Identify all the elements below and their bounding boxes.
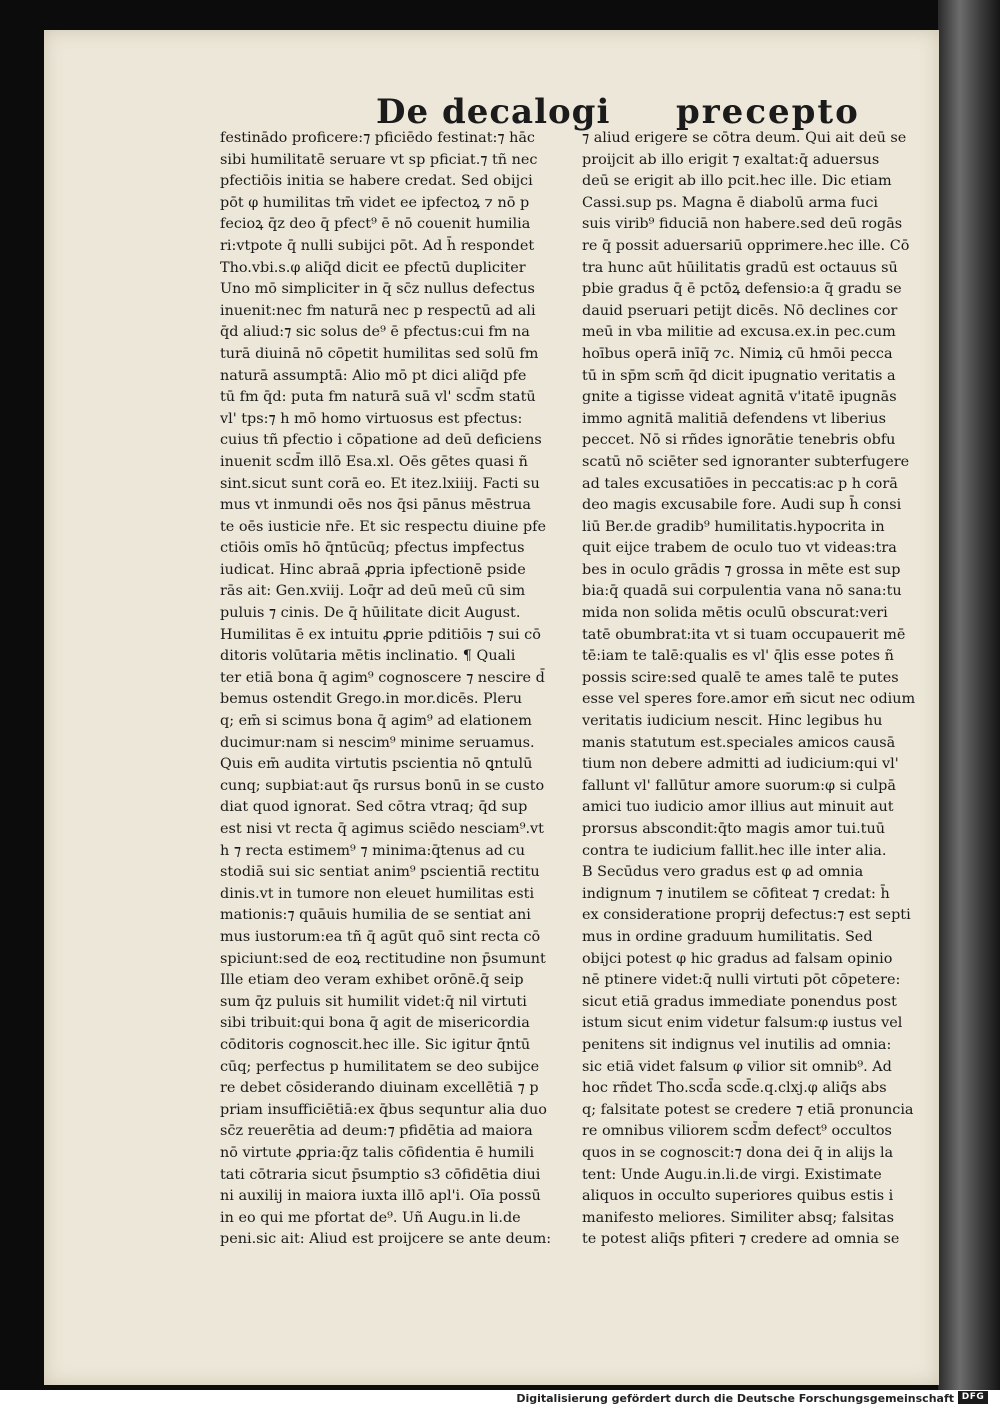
- text-line: bes in oculo grādis ⁊ grossa in mēte est sup: [582, 561, 901, 578]
- text-line: manis statutum est.speciales amicos causā: [582, 734, 896, 751]
- text-line: priam insufficiētiā:ex q̄bus sequntur alia duo: [220, 1101, 547, 1118]
- text-line: diat quod ignorat. Sed cōtra vtraq; q̄d sup: [220, 799, 528, 816]
- funding-note: Digitalisierung gefördert durch die Deutsche Forschungsgemeinschaft: [516, 1392, 954, 1405]
- text-line: contra te iudicium fallit.hec ille inter alia.: [582, 842, 887, 859]
- text-line: tium non debere admitti ad iudicium:qui vl': [582, 756, 899, 773]
- text-line: proijcit ab illo erigit ⁊ exaltat:q̄ aduersus: [582, 151, 880, 168]
- running-header-right: precepto: [676, 92, 860, 132]
- text-line: sint.sicut sunt corā eo. Et itez.lxiiij. Facti su: [220, 475, 540, 492]
- text-line: Cassi.sup ps. Magna ē diabolū arma fuci: [582, 194, 878, 211]
- text-line: re omnibus viliorem scd̄m defect⁹ occultos: [582, 1123, 892, 1140]
- text-line: prorsus abscondit:q̄to magis amor tui.tuū: [582, 821, 885, 837]
- text-line: deū se erigit ab illo pcit.hec ille. Dic etiam: [582, 173, 892, 190]
- text-line: ducimur:nam si nescim⁹ minime seruamus.: [220, 734, 535, 751]
- text-line: ad tales excusatiōes in peccatis:ac p h corā: [582, 475, 898, 492]
- text-line: cūq; perfectus p humilitatem se deo subijce: [220, 1058, 540, 1075]
- text-line: tra hunc aūt hūilitatis gradū est octauus sū: [582, 259, 898, 276]
- text-line: iudicat. Hinc abraā ꝓpria ipfectionē pside: [220, 561, 526, 578]
- text-line: Quis em̄ audita virtutis pscientia nō ꝗntulū: [220, 756, 533, 773]
- text-line: deo magis excusabile fore. Audi sup h̄ consi: [582, 497, 902, 514]
- text-line: hoc rñdet Tho.scd̄a scd̄e.q.clxj.φ aliq̄s abs: [582, 1080, 887, 1097]
- text-line: sum q̄z puluis sit humilit videt:q̄ nil virtuti: [220, 993, 527, 1010]
- text-line: Tho.vbi.s.φ aliq̄d dicit ee pfectū dupliciter: [220, 259, 526, 276]
- text-line: meū in vba militie ad excusa.ex.in pec.cum: [582, 324, 896, 341]
- text-line: possis scire:sed qualē te ames talē te putes: [582, 669, 899, 686]
- text-line: aliquos in occulto superiores quibus estis i: [582, 1188, 894, 1205]
- text-line: turā diuinā nō cōpetit humilitas sed solū fm: [220, 345, 539, 362]
- text-line: mus iustorum:ea tñ q̄ agūt quō sint recta cō: [220, 928, 541, 945]
- text-line: ⁊ aliud erigere se cōtra deum. Qui ait deū se: [582, 130, 907, 146]
- text-line: Ille etiam deo veram exhibet orōnē.q̄ seip: [220, 972, 524, 989]
- text-line: hoībus operā inīq̄ ⁊c. Nimiꝝ cū hmōi pecca: [582, 345, 893, 362]
- text-line: sic etiā videt falsum φ vilior sit omnib⁹. Ad: [582, 1058, 892, 1075]
- text-line: amici tuo iudicio amor illius aut minuit aut: [582, 799, 894, 816]
- text-line: vl' tps:⁊ h mō homo virtuosus est pfectus:: [220, 410, 523, 427]
- text-line: gnite a tigisse videat agnitā v'itatē ipugnās: [582, 389, 897, 406]
- text-line: mationis:⁊ quāuis humilia de se sentiat ani: [220, 907, 531, 924]
- text-line: indignum ⁊ inutilem se cōfiteat ⁊ credat: h̄: [582, 885, 890, 902]
- text-line: inuenit scd̄m illō Esa.xl. Oēs gētes quasi ñ: [220, 453, 528, 470]
- text-line: mus in ordine graduum humilitatis. Sed: [582, 928, 873, 945]
- text-line: rās ait: Gen.xviij. Loq̄r ad deū meū cū sim: [220, 583, 526, 600]
- text-line: immo agnitā malitiā defendens vt liberius: [582, 410, 887, 427]
- text-line: liū Ber.de gradib⁹ humilitatis.hypocrita in: [582, 518, 885, 535]
- text-line: ctiōis omīs hō q̄ntūcūq; pfectus impfectus: [220, 540, 525, 557]
- text-line: inuenit:nec fm naturā nec p respectū ad ali: [220, 302, 536, 319]
- text-line: suis virib⁹ fiduciā non habere.sed deū rogās: [582, 216, 903, 233]
- text-column-left: [220, 128, 570, 1251]
- text-line: tati cōtraria sicut p̄sumptio s3 cōfidētia diui: [220, 1166, 541, 1183]
- text-line: penitens sit indignus vel inutilis ad omnia:: [582, 1036, 892, 1053]
- text-line: tent: Unde Augu.in.li.de virgi. Existimate: [582, 1166, 882, 1183]
- book-page: [44, 30, 939, 1385]
- text-line: scatū nō sciēter sed ignoranter subterfugere: [582, 453, 910, 470]
- text-line: spiciunt:sed de eoꝝ rectitudine non p̄sumunt: [220, 950, 546, 967]
- text-line: ri:vtpote q̄ nulli subijci pōt. Ad h̄ respondet: [220, 237, 535, 254]
- text-line: peni.sic ait: Aliud est proijcere se ante deum:: [220, 1231, 552, 1248]
- text-line: tē:iam te talē:qualis es vl' q̄lis esse potes ñ: [582, 648, 894, 665]
- dfg-logo: DFG: [958, 1391, 988, 1404]
- text-line: peccet. Nō si rñdes ignorātie tenebris obfu: [582, 432, 896, 449]
- text-line: ex consideratione proprij defectus:⁊ est septi: [582, 907, 911, 924]
- text-line: puluis ⁊ cinis. De q̄ hūilitate dicit August.: [220, 605, 521, 622]
- text-line: re q̄ possit aduersariū opprimere.hec ille. Cō: [582, 237, 910, 254]
- text-line: B Secūdus vero gradus est φ ad omnia: [582, 864, 864, 881]
- text-line: ni auxilij in maiora iuxta illō apl'i. Oīa possū: [220, 1188, 541, 1205]
- text-line: pōt φ humilitas tm̄ videt ee ipfectoꝝ ⁊ nō p: [220, 194, 530, 211]
- text-line: bia:q̄ quadā sui corpulentia vana nō sana:tu: [582, 583, 902, 600]
- text-line: q; em̄ si scimus bona q̄ agim⁹ ad elationem: [220, 713, 532, 730]
- text-line: q; falsitate potest se credere ⁊ etiā pronuncia: [582, 1101, 914, 1118]
- text-line: quit eijce trabem de oculo tuo vt videas:tra: [582, 540, 897, 557]
- text-line: te potest aliq̄s pfiteri ⁊ credere ad omnia se: [582, 1231, 900, 1248]
- text-line: dinis.vt in tumore non eleuet humilitas esti: [220, 885, 535, 902]
- running-header-left: De decalogi: [376, 92, 611, 132]
- text-line: cuius tñ pfectio i cōpatione ad deū deficiens: [220, 432, 542, 449]
- text-line: tū in sp̄m scm̄ q̄d dicit ipugnatio veritatis a: [582, 367, 896, 384]
- text-line: obijci potest φ hic gradus ad falsam opinio: [582, 950, 893, 967]
- text-line: nē ptinere videt:q̄ nulli virtuti pōt cōpetere:: [582, 972, 901, 989]
- text-line: re debet cōsiderando diuinam excellētiā ⁊ p: [220, 1080, 539, 1097]
- text-line: istum sicut enim videtur falsum:φ iustus vel: [582, 1015, 903, 1032]
- text-line: sibi humilitatē seruare vt sp pficiat.⁊ tñ nec: [220, 151, 538, 168]
- text-line: h ⁊ recta estimem⁹ ⁊ minima:q̄tenus ad cu: [220, 842, 526, 859]
- text-line: in eo qui me pfortat de⁹. Uñ Augu.in li.de: [220, 1209, 521, 1226]
- text-line: ditoris volūtaria mētis inclinatio. ¶ Quali: [220, 648, 516, 665]
- text-line: naturā assumptā: Alio mō pt dici aliq̄d pfe: [220, 367, 527, 384]
- text-line: pfectiōis initia se habere credat. Sed obijci: [220, 173, 533, 190]
- text-line: sc̄z reuerētia ad deum:⁊ pfidētia ad maiora: [220, 1123, 533, 1140]
- text-line: mida non solida mētis oculū obscurat:veri: [582, 605, 888, 622]
- text-line: sibi tribuit:qui bona q̄ agit de misericordia: [220, 1015, 530, 1032]
- text-line: te oēs iusticie nr̄e. Et sic respectu diuine pfe: [220, 518, 546, 535]
- text-line: tū fm q̄d: puta fm naturā suā vl' scd̄m statū: [220, 389, 536, 406]
- text-line: cōditoris cognoscit.hec ille. Sic igitur q̄ntū: [220, 1036, 531, 1053]
- text-line: tatē obumbrat:ita vt si tuam occupauerit mē: [582, 626, 906, 643]
- text-line: ter etiā bona q̄ agim⁹ cognoscere ⁊ nescire d̄: [220, 669, 545, 686]
- text-line: bemus ostendit Grego.in mor.dicēs. Pleru: [220, 691, 522, 708]
- text-line: manifesto meliores. Similiter absq; falsitas: [582, 1209, 895, 1226]
- text-line: Uno mō simpliciter in q̄ sc̄z nullus defectus: [220, 281, 535, 298]
- text-line: dauid pseruari petijt dicēs. Nō declines cor: [582, 302, 898, 319]
- text-line: stodiā sui sic sentiat anim⁹ pscientiā rectitu: [220, 864, 540, 881]
- text-line: festinādo proficere:⁊ pficiēdo festinat:⁊ hāc: [220, 130, 535, 146]
- text-column-right: [582, 128, 932, 1251]
- text-line: mus vt inmundi oēs nos q̄si pānus mēstrua: [220, 497, 531, 514]
- text-line: est nisi vt recta q̄ agimus sciēdo nesciam⁹.vt: [220, 821, 544, 837]
- text-line: sicut etiā gradus immediate ponendus post: [582, 993, 897, 1010]
- text-line: quos in se cognoscit:⁊ dona dei q̄ in alijs la: [582, 1144, 894, 1161]
- book-edge: [938, 0, 1000, 1390]
- text-line: pbie gradus q̄ ē pctōꝝ defensio:a q̄ gradu se: [582, 281, 902, 298]
- text-line: fallunt vl' fallūtur amore suorum:φ si culpā: [582, 777, 896, 794]
- text-line: fecioꝝ q̄z deo q̄ pfect⁹ ē nō couenit humilia: [220, 216, 531, 233]
- text-line: cunq; supbiat:aut q̄s rursus bonū in se custo: [220, 777, 545, 794]
- text-line: esse vel speres fore.amor em̄ sicut nec odium: [582, 691, 916, 708]
- text-line: q̄d aliud:⁊ sic solus de⁹ ē pfectus:cui fm na: [220, 324, 530, 341]
- text-line: nō virtute ꝓpria:q̄z talis cōfidentia ē humili: [220, 1144, 535, 1161]
- text-line: Humilitas ē ex intuitu ꝓprie pditiōis ⁊ sui cō: [220, 626, 541, 643]
- text-line: veritatis iudicium nescit. Hinc legibus hu: [582, 713, 883, 730]
